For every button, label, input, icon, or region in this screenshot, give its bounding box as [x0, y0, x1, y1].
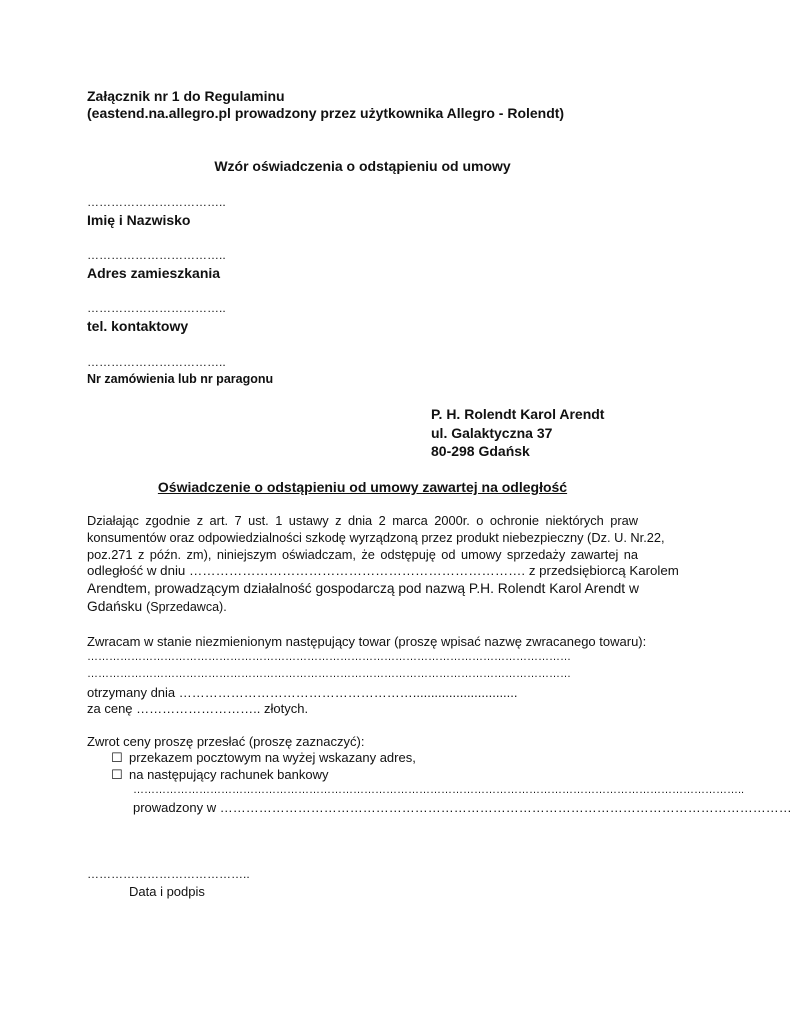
form-title: Wzór oświadczenia o odstąpieniu od umowy — [214, 158, 511, 174]
phone-label: tel. kontaktowy — [87, 318, 189, 334]
bank-label: na następujący rachunek bankowy — [129, 767, 329, 782]
phone-dots: …………………………….. — [87, 301, 226, 315]
statement-line-3: poz.271 z późn. zm), niniejszym oświadczam, że odstępuję od umowy sprzedaży zawartej na — [87, 547, 638, 562]
goods-line-2: …………………………………………………………………………………………………………………… — [87, 668, 571, 680]
signature-label: Data i podpis — [129, 884, 205, 899]
name-dots: …………………………….. — [87, 195, 226, 209]
signature-dots: ………………………………….. — [87, 867, 250, 881]
bank-name-line: prowadzony w …………………………………………………………………………………………………………………… — [133, 800, 792, 815]
price-line: za cenę ……………………….. złotych. — [87, 701, 309, 716]
annex-title: Załącznik nr 1 do Regulaminu — [87, 88, 285, 104]
statement-seller: (Sprzedawca). — [146, 600, 227, 614]
recipient-street: ul. Galaktyczna 37 — [431, 425, 553, 441]
operator-line: (eastend.na.allegro.pl prowadzony przez użytkownika Allegro - Rolendt) — [87, 105, 565, 121]
address-label: Adres zamieszkania — [87, 265, 221, 281]
refund-intro: Zwrot ceny proszę przesłać (proszę zaznaczyć): — [87, 734, 365, 749]
statement-city: Gdańsku — [87, 599, 143, 614]
postal-label: przekazem pocztowym na wyżej wskazany adres, — [129, 750, 416, 765]
checkbox-postal[interactable]: ☐ — [111, 750, 123, 765]
statement-line-6 — [87, 599, 227, 614]
name-label: Imię i Nazwisko — [87, 212, 191, 228]
received-date: otrzymany dnia ………………………………………………............................. — [87, 685, 518, 700]
recipient-city: 80-298 Gdańsk — [431, 443, 530, 459]
goods-line-1: …………………………………………………………………………………………………………………… — [87, 651, 571, 663]
statement-line-2: konsumentów oraz odpowiedzialności szkodę wyrządzoną przez produkt niebezpieczny (Dz. U. Nr.22, — [87, 530, 665, 545]
refund-option-postal[interactable] — [111, 750, 416, 766]
statement-line-1: Działając zgodnie z art. 7 ust. 1 ustawy z dnia 2 marca 2000r. o ochronie niektórych praw — [87, 513, 638, 528]
order-dots: …………………………….. — [87, 355, 226, 369]
checkbox-bank[interactable]: ☐ — [111, 767, 123, 782]
statement-title: Oświadczenie o odstąpieniu od umowy zawartej na odległość — [157, 479, 568, 495]
refund-option-bank[interactable] — [111, 767, 328, 783]
recipient-name: P. H. Rolendt Karol Arendt — [431, 406, 605, 422]
address-dots: …………………………….. — [87, 248, 226, 262]
statement-line-4: odległość w dniu …………………………………………………………………. z przedsiębiorcą Karolem — [87, 563, 679, 578]
account-number-line: ………………………………………………………………………………………………………………………………………………….. — [133, 784, 745, 796]
return-intro: Zwracam w stanie niezmienionym następujący towar (proszę wpisać nazwę zwracanego towaru): — [87, 634, 647, 649]
order-label: Nr zamówienia lub nr paragonu — [87, 372, 274, 386]
statement-line-5: Arendtem, prowadzącym działalność gospodarczą pod nazwą P.H. Rolendt Karol Arendt w — [87, 581, 639, 596]
